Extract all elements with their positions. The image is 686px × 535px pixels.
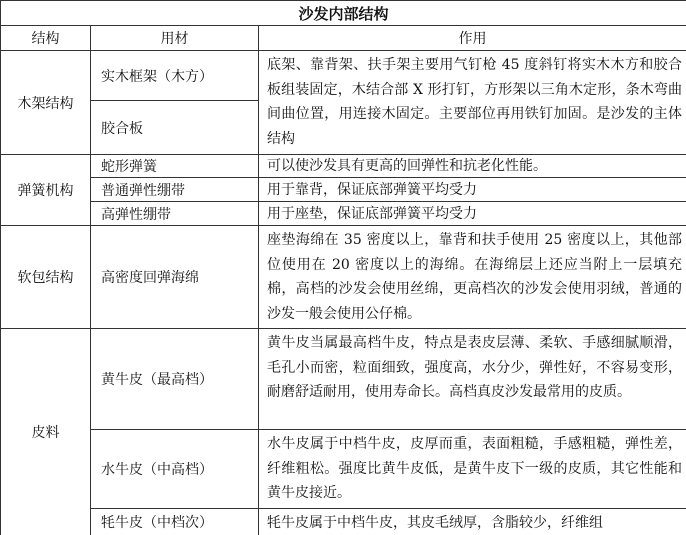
material-high-elastic-webbing: 高弹性绷带	[91, 202, 259, 226]
function-high-elastic-webbing: 用于座垫，保证底部弹簧平均受力	[259, 202, 686, 226]
function-buffalo-hide: 水牛皮属于中档牛皮，皮厚而重，表面粗糙，手感粗糙，弹性差，纤维粗松。强度比黄牛皮低，是黄牛皮下一级的皮质，其它性能和黄牛皮接近。	[259, 430, 686, 509]
category-leather: 皮料	[1, 329, 91, 535]
material-plywood: 胶合板	[91, 101, 259, 155]
function-yak-hide: 牦牛皮属于中档牛皮，其皮毛绒厚，含脂较少，纤维组	[267, 514, 603, 531]
function-high-density-foam: 座垫海绵在 35 密度以上，靠背和扶手使用 25 密度以上，其他部位使用在 20 密度以上的海绵。在海绵层上还应当附上一层填充棉，高档的沙发会使用丝绵，更高档次的沙发会使用羽绒，普通的沙发一般会使用公仔棉。	[259, 226, 686, 329]
table-title: 沙发内部结构	[1, 1, 686, 26]
header-function: 作用	[259, 26, 686, 51]
material-yak-hide: 牦牛皮（中档次）	[91, 508, 259, 535]
header-material: 用材	[91, 26, 259, 51]
function-cowhide: 黄牛皮当属最高档牛皮，特点是表皮层薄、柔软、手感细腻顺滑，毛孔小而密，粒面细致，强度高，水分少，弹性好，不容易变形，耐磨舒适耐用，使用寿命长。高档真皮沙发最常用的皮质。	[259, 329, 686, 430]
category-soft-padding: 软包结构	[1, 226, 91, 329]
function-serpentine-spring: 可以使沙发具有更高的回弹性和抗老化性能。	[259, 155, 686, 178]
category-spring-mechanism: 弹簧机构	[1, 155, 91, 226]
function-yak-hide-cell	[259, 508, 686, 535]
material-buffalo-hide: 水牛皮（中高档）	[91, 430, 259, 509]
material-high-density-foam: 高密度回弹海绵	[91, 226, 259, 329]
function-elastic-webbing: 用于靠背，保证底部弹簧平均受力	[259, 178, 686, 202]
material-solid-wood-frame: 实木框架（木方）	[91, 51, 259, 101]
material-cowhide: 黄牛皮（最高档）	[91, 329, 259, 430]
material-elastic-webbing: 普通弹性绷带	[91, 178, 259, 202]
category-wood-frame: 木架结构	[1, 51, 91, 155]
function-wood-frame: 底架、靠背架、扶手架主要用气钉枪 45 度斜钉将实木木方和胶合板组装固定，木结合部 X 形打钉，方形架以三角木定形，条木弯曲间曲位置，用连接木固定。主要部位再用铁钉加固。是沙发的主体结构	[259, 51, 686, 155]
material-serpentine-spring: 蛇形弹簧	[91, 155, 259, 178]
header-structure: 结构	[1, 26, 91, 51]
